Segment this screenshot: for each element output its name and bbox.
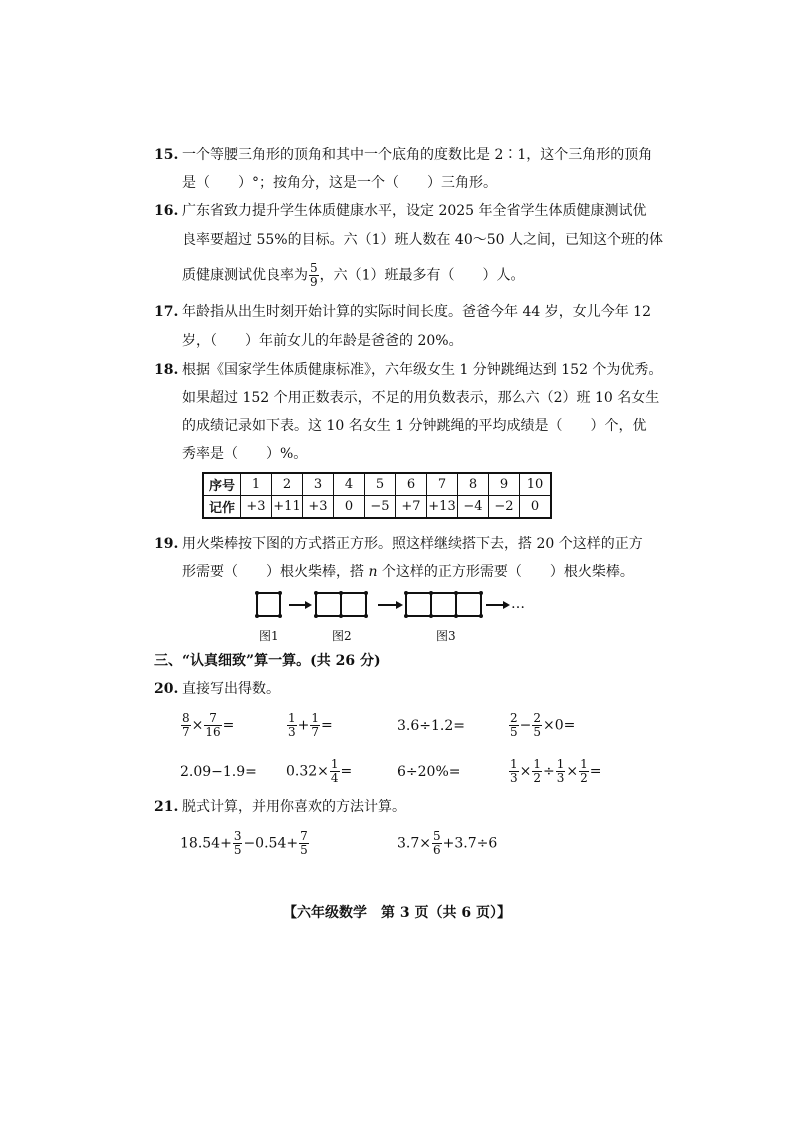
operator: + — [297, 717, 310, 734]
equals: = — [340, 763, 353, 780]
numerator: 5 — [433, 829, 441, 843]
table-cell: 1 — [241, 473, 272, 496]
table-cell: +3 — [303, 496, 334, 519]
operator: × — [566, 763, 579, 780]
fraction — [233, 830, 243, 857]
denominator: 6 — [433, 843, 441, 857]
table-cell: 0 — [520, 496, 552, 519]
table-cell: 4 — [334, 473, 365, 496]
figure-label: 图3 — [436, 629, 456, 643]
question-text: 良率要超过 55%的目标。六（1）班人数在 40～50 人之间，已知这个班的体 — [182, 232, 664, 248]
question-text: 岁，（ ）年前女儿的年龄是爸爸的 20%。 — [182, 333, 463, 349]
fraction — [299, 830, 309, 857]
question-text: 年龄指从出生时刻开始计算的实际时间长度。爸爸今年 44 岁，女儿今年 12 — [182, 304, 651, 320]
operator: ÷ — [543, 763, 555, 780]
question-number: 18. — [154, 362, 179, 378]
operator: × — [191, 717, 204, 734]
question-text: 直接写出得数。 — [182, 681, 280, 697]
fraction — [287, 712, 297, 739]
table-cell: +11 — [272, 496, 303, 519]
table-cell: 9 — [489, 473, 520, 496]
question-text: 用火柴棒按下图的方式搭正方形。照这样继续搭下去，搭 20 个这样的正方 — [182, 536, 643, 552]
denominator: 3 — [556, 771, 565, 785]
table-row — [203, 496, 551, 519]
denominator: 5 — [510, 725, 518, 739]
fraction — [579, 758, 589, 785]
denominator: 5 — [300, 843, 308, 857]
denominator: 7 — [311, 725, 320, 739]
page-footer: 【六年级数学 第 3 页（共 6 页）】 — [283, 905, 511, 921]
question-number: 17. — [154, 304, 179, 320]
question-text — [182, 262, 525, 289]
question-text: 一个等腰三角形的顶角和其中一个底角的度数比是 2∶1，这个三角形的顶角 — [182, 147, 653, 163]
denominator: 5 — [533, 725, 542, 739]
numerator: 2 — [510, 711, 518, 725]
numerator: 1 — [330, 757, 339, 771]
question-text — [182, 562, 634, 582]
figure-label: 图2 — [332, 629, 352, 643]
expression: 2.09−1.9= — [180, 764, 257, 780]
question-text: 如果超过 152 个用正数表示，不足的用负数表示，那么六（2）班 10 名女生 — [182, 390, 660, 406]
expression — [508, 712, 575, 739]
question-text: 根据《国家学生体质健康标准》，六年级女生 1 分钟跳绳达到 152 个为优秀。 — [182, 362, 663, 378]
expression: 3.6÷1.2= — [397, 718, 465, 734]
numerator: 1 — [288, 711, 296, 725]
fraction — [432, 830, 442, 857]
numerator: 2 — [533, 711, 542, 725]
text-fragment: +3.7÷6 — [442, 835, 498, 852]
question-text: 秀率是（ ）%。 — [182, 446, 308, 462]
text-fragment: −0.54+ — [243, 835, 299, 852]
table-header-cell: 记作 — [203, 496, 241, 519]
fraction — [556, 758, 566, 785]
fraction — [532, 712, 542, 739]
numerator: 7 — [204, 712, 221, 726]
equals: = — [222, 717, 235, 734]
fraction — [310, 712, 320, 739]
fraction — [330, 758, 340, 785]
matchstick-diagram — [250, 590, 550, 620]
question-text: 广东省致力提升学生体质健康水平，设定 2025 年全省学生体质健康测试优 — [182, 203, 647, 219]
fraction — [532, 758, 542, 785]
fraction — [204, 712, 221, 739]
fraction — [181, 712, 191, 739]
denominator: 16 — [205, 725, 221, 739]
table-cell: −2 — [489, 496, 520, 519]
text-fragment: 形需要（ ）根火柴棒，搭 — [182, 564, 369, 580]
section-heading: 三、“认真细致”算一算。(共 26 分) — [154, 653, 381, 669]
expression — [180, 830, 310, 857]
fraction — [509, 758, 519, 785]
numerator: 1 — [556, 757, 565, 771]
expression — [508, 758, 602, 785]
expression — [286, 712, 333, 739]
numerator: 8 — [182, 711, 190, 725]
equals: = — [589, 763, 602, 780]
question-number: 19. — [154, 536, 179, 552]
text-fragment: 个这样的正方形需要（ ）根火柴棒。 — [377, 564, 634, 580]
denominator: 4 — [330, 771, 339, 785]
operator: − — [519, 717, 532, 734]
text-fragment: ×0= — [543, 717, 576, 734]
numerator: 1 — [533, 757, 542, 771]
numerator: 1 — [510, 757, 518, 771]
table-cell: 0 — [334, 496, 365, 519]
table-cell: +7 — [396, 496, 427, 519]
text-fragment: 18.54+ — [180, 835, 232, 852]
expression: 6÷20%= — [397, 764, 461, 780]
question-text: 脱式计算，并用你喜欢的方法计算。 — [182, 799, 406, 815]
table-cell: 10 — [520, 473, 552, 496]
expression — [286, 758, 352, 785]
numerator: 7 — [300, 829, 308, 843]
denominator: 7 — [182, 725, 190, 739]
question-number: 20. — [154, 681, 179, 697]
table-cell: +3 — [241, 496, 272, 519]
text-fragment: ，六（1）班最多有（ ）人。 — [319, 267, 525, 284]
table-cell: 6 — [396, 473, 427, 496]
table-cell: 3 — [303, 473, 334, 496]
text-fragment: 质健康测试优良率为 — [182, 267, 308, 284]
numerator: 5 — [310, 261, 318, 275]
table-cell: −5 — [365, 496, 396, 519]
fraction — [309, 262, 319, 289]
table-cell: 5 — [365, 473, 396, 496]
table-cell: −4 — [458, 496, 489, 519]
figure-label: 图1 — [259, 629, 279, 643]
question-text: 是（ ）°；按角分，这是一个（ ）三角形。 — [182, 175, 497, 191]
denominator: 2 — [580, 771, 588, 785]
table-header-cell: 序号 — [203, 473, 241, 496]
question-text: 的成绩记录如下表。这 10 名女生 1 分钟跳绳的平均成绩是（ ）个，优 — [182, 418, 647, 434]
expression — [180, 712, 234, 739]
denominator: 9 — [310, 275, 318, 289]
table-cell: 8 — [458, 473, 489, 496]
numerator: 1 — [580, 757, 588, 771]
question-number: 16. — [154, 203, 179, 219]
ellipsis: … — [511, 596, 525, 612]
table-cell: +13 — [427, 496, 458, 519]
fraction — [509, 712, 519, 739]
numerator: 3 — [233, 829, 242, 843]
variable-n: n — [368, 564, 378, 580]
score-record-table — [202, 472, 552, 519]
denominator: 2 — [533, 771, 542, 785]
denominator: 5 — [233, 843, 242, 857]
denominator: 3 — [288, 725, 296, 739]
expression — [397, 830, 497, 857]
table-cell: 7 — [427, 473, 458, 496]
numerator: 1 — [311, 711, 320, 725]
denominator: 3 — [510, 771, 518, 785]
table-row — [203, 473, 551, 496]
question-number: 15. — [154, 147, 179, 163]
text-fragment: 0.32× — [286, 763, 329, 780]
table-cell: 2 — [272, 473, 303, 496]
equals: = — [321, 717, 333, 734]
question-number: 21. — [154, 799, 179, 815]
operator: × — [519, 763, 532, 780]
text-fragment: 3.7× — [397, 835, 431, 852]
